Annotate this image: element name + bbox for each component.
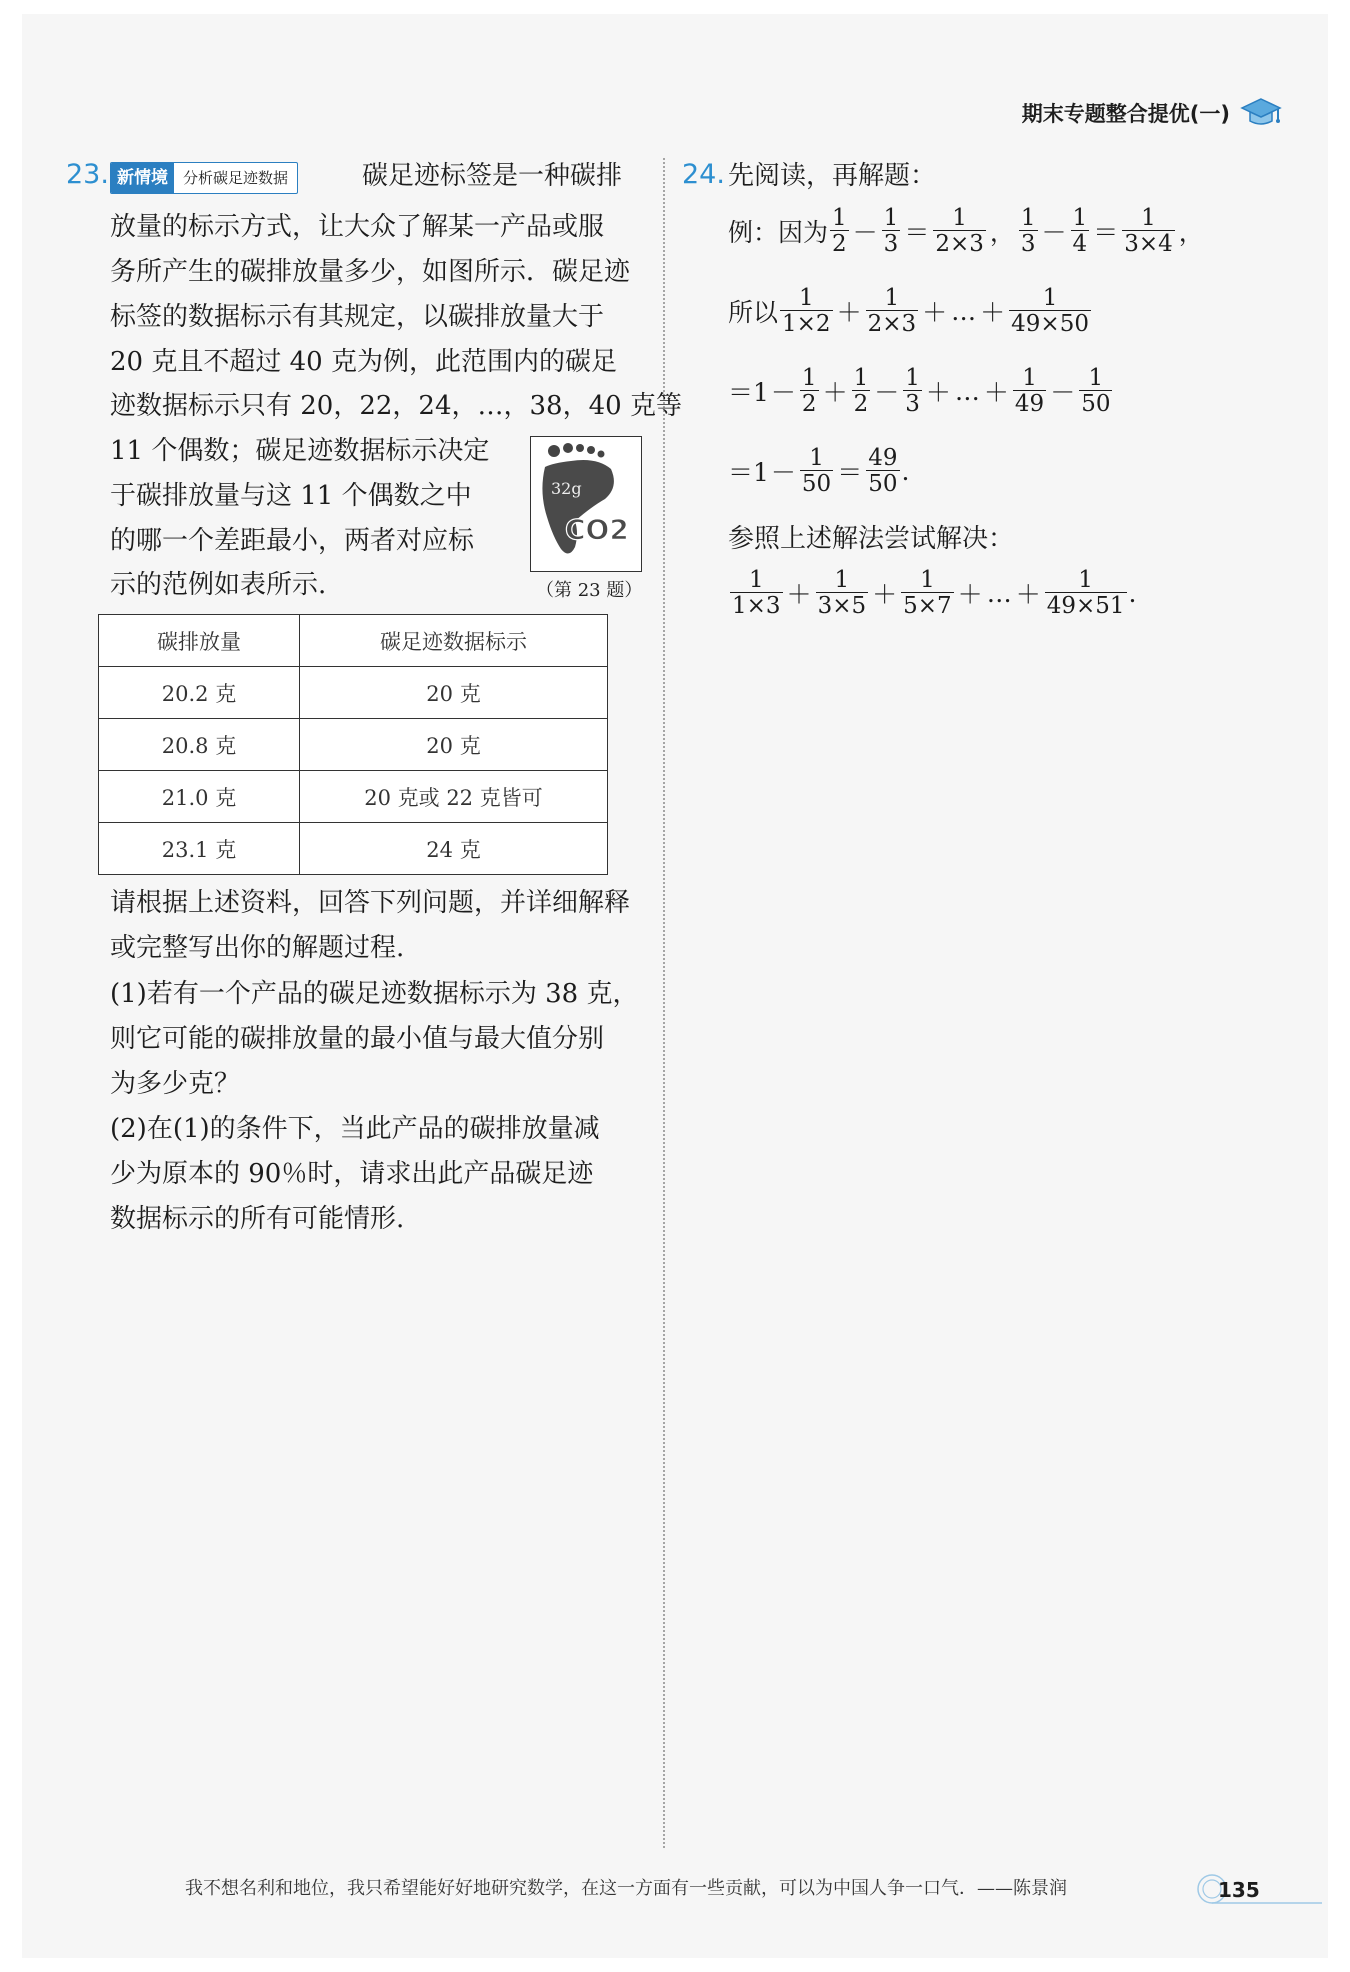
- tag-topic: 分析碳足迹数据: [183, 169, 289, 187]
- q23-line-8: 于碳排放量与这 11 个偶数之中: [110, 481, 472, 511]
- q23-line-1: 碳足迹标签是一种碳排: [362, 161, 623, 191]
- page-number-badge: [1196, 1872, 1324, 1906]
- table-row: [99, 823, 608, 875]
- equals-sign: ＝: [837, 458, 863, 488]
- page-number: 135: [1218, 1878, 1260, 1902]
- table-cell: 20 克: [300, 667, 608, 719]
- table-cell: 20 克或 22 克皆可: [300, 771, 608, 823]
- q24-intro: 先阅读，再解题：: [728, 161, 937, 191]
- q23-line-2: 放量的标示方式，让大众了解某一产品或服: [110, 212, 605, 242]
- q23-after-line-1: 请根据上述资料，回答下列问题，并详细解释: [110, 888, 631, 918]
- fraction: $\frac{1}{2}$: [853, 365, 869, 418]
- page-number-decoration-icon: [1196, 1872, 1324, 1906]
- equals-one: ＝1: [728, 378, 769, 408]
- table-header-cell: 碳足迹数据标示: [300, 615, 608, 667]
- fraction: $\frac{1}{2\times 3}$: [867, 285, 917, 338]
- table-row: [99, 771, 608, 823]
- weight-label: 32g: [551, 479, 582, 498]
- table-cell: 24 克: [300, 823, 608, 875]
- fraction: $\frac{1}{4}$: [1072, 205, 1088, 258]
- table-cell: 20.8 克: [99, 719, 300, 771]
- q23-after-line-5: 为多少克？: [110, 1069, 241, 1099]
- fraction: $\frac{1}{3\times 5}$: [817, 567, 867, 620]
- plus-sign: ＋: [925, 378, 951, 408]
- header-title: 期末专题整合提优(一): [1021, 102, 1230, 126]
- page-header: [1022, 96, 1282, 130]
- example-prefix: 例：因为: [728, 218, 829, 248]
- table-row: [99, 719, 608, 771]
- fraction: $\frac{1}{49\times 50}$: [1011, 285, 1089, 338]
- plus-sign: ＋: [1015, 580, 1041, 610]
- fraction: $\frac{1}{1\times 3}$: [732, 567, 781, 620]
- q23-line-7: 11 个偶数；碳足迹数据标示决定: [110, 436, 490, 466]
- question-23-number: 23.: [66, 159, 109, 190]
- expansion-equation: [728, 366, 1114, 416]
- q23-after-line-7: 少为原本的 90％时，请求出此产品碳足迹: [110, 1159, 594, 1189]
- plus-sign: ＋: [957, 580, 983, 610]
- question-24-number: 24.: [682, 159, 725, 190]
- result-equation: [728, 446, 909, 496]
- equals-sign: ＝: [904, 218, 930, 248]
- fraction: $\frac{1}{3}$: [1020, 205, 1036, 258]
- fraction: $\frac{1}{49\times 51}$: [1046, 567, 1125, 620]
- fraction: $\frac{1}{2\times 3}$: [935, 205, 984, 258]
- fraction: $\frac{1}{3\times 4}$: [1124, 205, 1173, 258]
- fraction: $\frac{1}{3}$: [905, 365, 920, 418]
- q24-try-text: 参照上述解法尝试解决：: [728, 524, 1015, 554]
- plus-sign: ＋: [836, 298, 862, 328]
- fraction: $\frac{49}{50}$: [868, 445, 898, 498]
- sum-equation: [728, 286, 1093, 336]
- emission-table: [98, 614, 608, 875]
- figure-caption: （第 23 题）: [536, 580, 643, 601]
- q23-after-line-8: 数据标示的所有可能情形.: [110, 1204, 405, 1234]
- ellipsis: …: [951, 296, 977, 326]
- fraction: $\frac{1}{49}$: [1014, 365, 1045, 418]
- period: .: [1128, 578, 1137, 608]
- plus-sign: ＋: [822, 378, 848, 408]
- table-cell: 23.1 克: [99, 823, 300, 875]
- co2-label: CO2: [565, 513, 629, 546]
- fraction: $\frac{1}{3}$: [883, 205, 899, 258]
- fraction: $\frac{1}{50}$: [801, 445, 832, 498]
- plus-sign: ＋: [983, 378, 1009, 408]
- ellipsis: …: [986, 578, 1012, 608]
- table-cell: 21.0 克: [99, 771, 300, 823]
- q23-line-4: 标签的数据标示有其规定，以碳排放量大于: [110, 302, 605, 332]
- comma: ，: [1178, 218, 1204, 248]
- comma: ，: [989, 218, 1015, 248]
- q23-line-6: 迹数据标示只有 20，22，24，…，38，40 克等: [110, 391, 682, 421]
- table-cell: 20 克: [300, 719, 608, 771]
- new-context-tag: [110, 162, 298, 194]
- q23-line-9: 的哪一个差距最小，两者对应标: [110, 526, 475, 556]
- minus-sign: －: [852, 218, 878, 248]
- equals-one: ＝1: [728, 458, 769, 488]
- fraction: $\frac{1}{2}$: [832, 205, 847, 258]
- example-equation: [728, 206, 1206, 256]
- q23-line-5: 20 克且不超过 40 克为例，此范围内的碳足: [110, 347, 617, 377]
- table-header-row: [99, 615, 608, 667]
- equals-sign: ＝: [1093, 218, 1119, 248]
- q23-line-10: 示的范例如表所示.: [110, 570, 327, 600]
- fraction: $\frac{1}{5\times 7}$: [903, 567, 952, 620]
- fraction: $\frac{1}{50}$: [1081, 365, 1111, 418]
- table-row: [99, 667, 608, 719]
- plus-sign: ＋: [922, 298, 948, 328]
- problem-expression: [728, 568, 1136, 618]
- graduation-cap-icon: [1240, 96, 1282, 130]
- q23-after-line-3: (1)若有一个产品的碳足迹数据标示为 38 克，: [110, 979, 639, 1009]
- fraction: $\frac{1}{2}$: [801, 365, 817, 418]
- q23-line-3: 务所产生的碳排放量多少，如图所示．碳足迹: [110, 257, 631, 287]
- q23-after-line-2: 或完整写出你的解题过程.: [110, 933, 405, 963]
- fraction: $\frac{1}{1\times 2}$: [782, 285, 831, 338]
- footer-quote: 我不想名利和地位，我只希望能好好地研究数学，在这一方面有一些贡献，可以为中国人争一口气．——陈景润: [185, 1878, 1067, 1899]
- plus-sign: ＋: [980, 298, 1006, 328]
- minus-sign: －: [770, 378, 796, 408]
- q23-after-line-4: 则它可能的碳排放量的最小值与最大值分别: [110, 1024, 605, 1054]
- minus-sign: －: [770, 458, 796, 488]
- plus-sign: ＋: [786, 580, 812, 610]
- minus-sign: －: [874, 378, 900, 408]
- tag-new-context: 新情境: [111, 163, 174, 193]
- carbon-footprint-figure: [530, 436, 642, 572]
- table-header-cell: 碳排放量: [99, 615, 300, 667]
- minus-sign: －: [1050, 378, 1076, 408]
- footprint-icon: [531, 437, 641, 571]
- so-prefix: 所以: [728, 298, 779, 328]
- period: .: [901, 456, 910, 486]
- plus-sign: ＋: [872, 580, 898, 610]
- minus-sign: －: [1041, 218, 1067, 248]
- table-cell: 20.2 克: [99, 667, 300, 719]
- ellipsis: …: [954, 376, 980, 406]
- q23-after-line-6: (2)在(1)的条件下，当此产品的碳排放量减: [110, 1114, 600, 1144]
